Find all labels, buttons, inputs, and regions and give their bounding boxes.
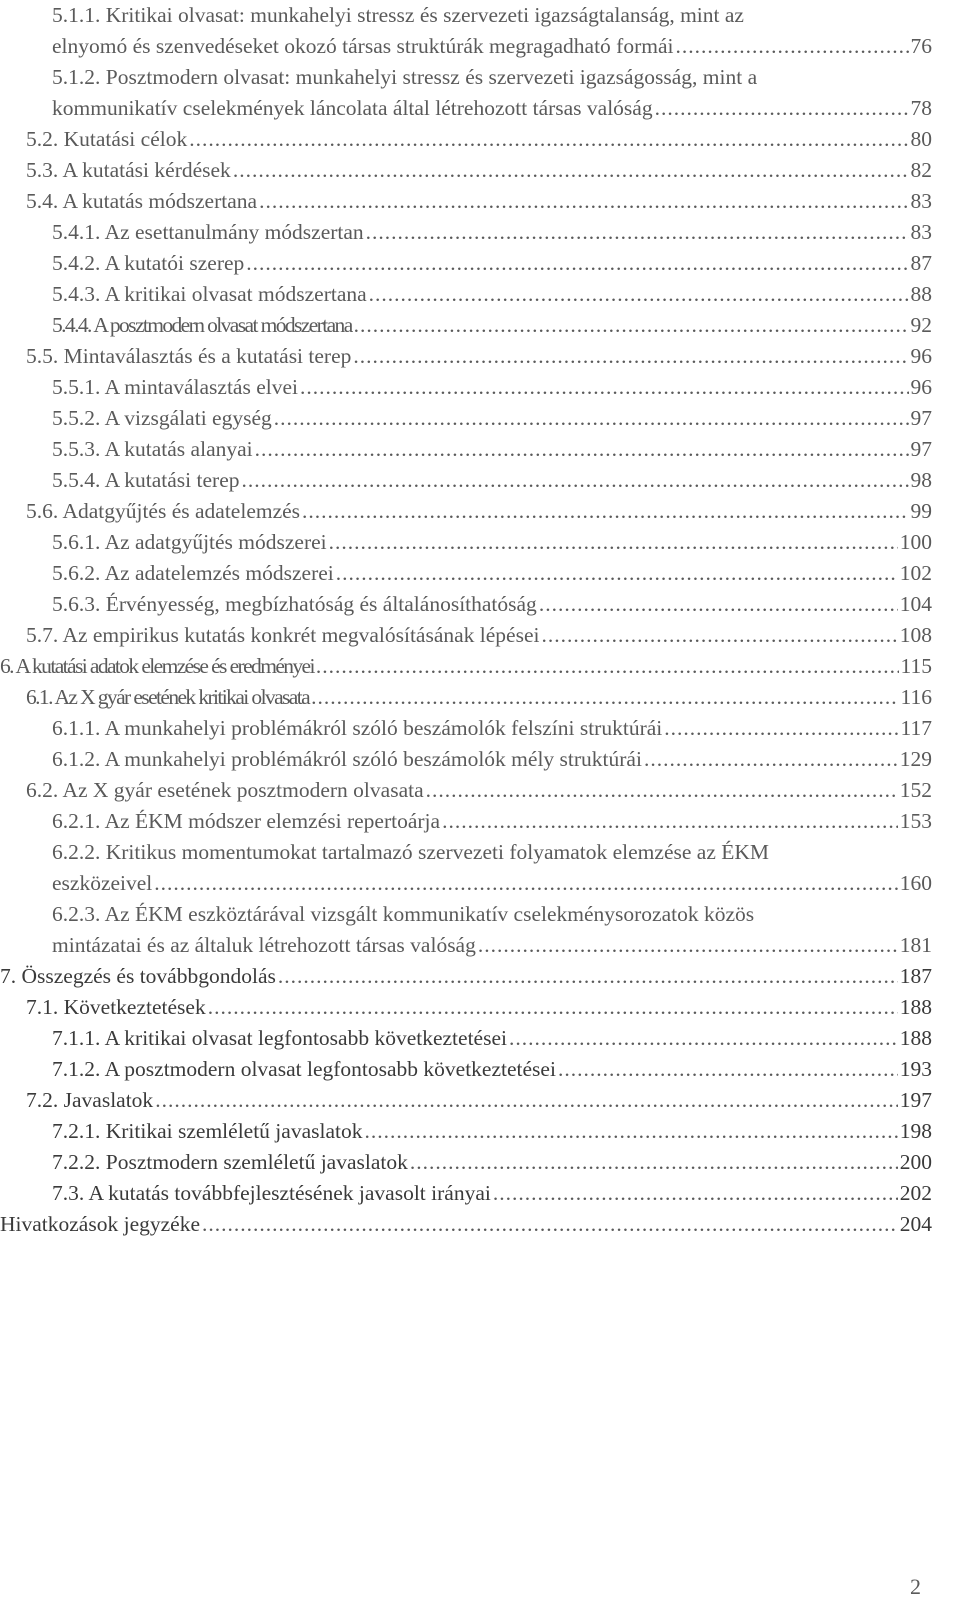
- toc-entry-title: 6.1.1. A munkahelyi problémákról szóló beszámolók felszíni struktúrái: [52, 716, 663, 740]
- dot-leader: [353, 341, 908, 372]
- toc-entry[interactable]: [52, 558, 932, 589]
- toc-entry-page: 160: [899, 871, 932, 895]
- toc-entry-line: [26, 186, 932, 217]
- dot-leader: [369, 279, 909, 310]
- toc-entry-line: [0, 961, 932, 992]
- dot-leader: [478, 930, 898, 961]
- toc-entry-title: 7.1.2. A posztmodern olvasat legfontosabb következtetései: [52, 1057, 556, 1081]
- toc-entry-page: 108: [899, 623, 932, 647]
- toc-entry-line: [26, 155, 932, 186]
- toc-entry-page: 129: [899, 747, 932, 771]
- toc-entry-title: 7.2.2. Posztmodern szemléletű javaslatok: [52, 1150, 408, 1174]
- toc-entry-page: 78: [910, 96, 932, 120]
- toc-entry[interactable]: [52, 1023, 932, 1054]
- toc-entry-line: [26, 992, 932, 1023]
- toc-entry-page: 99: [910, 499, 932, 523]
- toc-entry-line: [26, 682, 932, 713]
- toc-entry-line: [52, 1116, 932, 1147]
- toc-entry-title: 6.2.1. Az ÉKM módszer elemzési repertoárja: [52, 809, 441, 833]
- toc-entry-title: 5.6.3. Érvényesség, megbízhatóság és általánosíthatóság: [52, 592, 537, 616]
- toc-entry-page: 188: [899, 995, 932, 1019]
- toc-entry-title: 6.2.3. Az ÉKM eszköztárával vizsgált kommunikatív cselekménysorozatok közös: [52, 902, 755, 926]
- toc-entry-page: 152: [899, 778, 932, 802]
- toc-entry[interactable]: [26, 682, 932, 713]
- toc-entry-title: 5.6. Adatgyűjtés és adatelemzés: [26, 499, 301, 523]
- toc-entry-line: [26, 1085, 932, 1116]
- toc-entry[interactable]: [52, 403, 932, 434]
- toc-entry-page: 202: [899, 1181, 932, 1205]
- dot-leader: [655, 93, 909, 124]
- toc-entry-page: 82: [910, 158, 932, 182]
- dot-leader: [278, 961, 898, 992]
- toc-entry[interactable]: [26, 496, 932, 527]
- toc-entry-page: 87: [910, 251, 932, 275]
- toc-entry[interactable]: [26, 620, 932, 651]
- toc-entry-page: 115: [900, 654, 932, 678]
- dot-leader: [664, 713, 898, 744]
- toc-entry-line: [52, 899, 932, 930]
- toc-entry-page: 76: [910, 34, 932, 58]
- toc-entry-title: 5.5. Mintaválasztás és a kutatási terep: [26, 344, 352, 368]
- dot-leader: [493, 1178, 898, 1209]
- toc-entry[interactable]: [26, 186, 932, 217]
- dot-leader: [255, 434, 909, 465]
- dot-leader: [300, 372, 908, 403]
- toc-entry-page: 117: [900, 716, 932, 740]
- toc-entry-title: 5.7. Az empirikus kutatás konkrét megvalósításának lépései: [26, 623, 540, 647]
- toc-entry-title: 5.4.2. A kutatói szerep: [52, 251, 245, 275]
- toc-entry-title: 5.5.2. A vizsgálati egység: [52, 406, 272, 430]
- toc-entry[interactable]: [52, 589, 932, 620]
- toc-entry-title: 5.5.3. A kutatás alanyai: [52, 437, 253, 461]
- toc-entry[interactable]: [0, 1209, 932, 1240]
- toc-entry-title: 7.1.1. A kritikai olvasat legfontosabb következtetései: [52, 1026, 507, 1050]
- toc-entry-line: [52, 806, 932, 837]
- page-number: 2: [910, 1574, 921, 1599]
- toc-entry-title: 6.1.2. A munkahelyi problémákról szóló beszámolók mély struktúrái: [52, 747, 642, 771]
- toc-entry[interactable]: [52, 744, 932, 775]
- toc-entry-title: 5.4.4. A posztmodern olvasat módszertana: [52, 313, 352, 337]
- toc-entry-page: 153: [899, 809, 932, 833]
- toc-entry-line: [52, 434, 932, 465]
- toc-entry-page: 187: [899, 964, 932, 988]
- toc-entry-title: 5.3. A kutatási kérdések: [26, 158, 231, 182]
- toc-entry-line: [0, 1209, 932, 1240]
- toc-entry-page: 181: [899, 933, 932, 957]
- toc-entry-title: 7.3. A kutatás továbbfejlesztésének javasolt irányai: [52, 1181, 491, 1205]
- toc-entry-title: eszközeivel: [52, 871, 153, 895]
- dot-leader: [311, 682, 898, 713]
- dot-leader: [242, 465, 909, 496]
- toc-entry-line: [26, 341, 932, 372]
- toc-entry-title: 5.1.1. Kritikai olvasat: munkahelyi stressz és szervezeti igazságtalanság, mint az: [52, 3, 744, 27]
- toc-entry[interactable]: [52, 713, 932, 744]
- toc-entry-title: 5.2. Kutatási célok: [26, 127, 188, 151]
- toc-entry[interactable]: [52, 837, 932, 899]
- toc-entry[interactable]: [26, 1085, 932, 1116]
- toc-entry-line: [26, 124, 932, 155]
- dot-leader: [354, 310, 909, 341]
- toc-entry-line: [52, 558, 932, 589]
- toc-entry[interactable]: [52, 279, 932, 310]
- dot-leader: [302, 496, 908, 527]
- dot-leader: [509, 1023, 898, 1054]
- toc-entry[interactable]: [52, 1147, 932, 1178]
- toc-entry[interactable]: [52, 0, 932, 62]
- toc-entry-line: [52, 744, 932, 775]
- dot-leader: [316, 651, 899, 682]
- toc-entry-line: [52, 248, 932, 279]
- dot-leader: [329, 527, 898, 558]
- toc-entry-page: 193: [899, 1057, 932, 1081]
- toc-entry-page: 88: [910, 282, 932, 306]
- toc-entry[interactable]: [52, 434, 932, 465]
- toc-entry-page: 97: [910, 437, 932, 461]
- toc-entry-page: 100: [899, 530, 932, 554]
- toc-entry-page: 102: [899, 561, 932, 585]
- toc-entry[interactable]: [26, 124, 932, 155]
- dot-leader: [208, 992, 898, 1023]
- dot-leader: [541, 620, 897, 651]
- toc-entry[interactable]: [52, 1178, 932, 1209]
- dot-leader: [189, 124, 908, 155]
- dot-leader: [366, 217, 909, 248]
- dot-leader: [202, 1209, 898, 1240]
- toc-entry-title: Hivatkozások jegyzéke: [0, 1212, 200, 1236]
- toc-entry-page: 96: [910, 375, 932, 399]
- dot-leader: [246, 248, 908, 279]
- toc-entry-title: elnyomó és szenvedéseket okozó társas struktúrák megragadható formái: [52, 34, 674, 58]
- toc-entry-page: 204: [899, 1212, 932, 1236]
- toc-entry-line: [52, 1054, 932, 1085]
- toc-entry-page: 92: [910, 313, 932, 337]
- toc-entry-line: [52, 713, 932, 744]
- toc-entry-page: 197: [899, 1088, 932, 1112]
- toc-entry-line: [26, 620, 932, 651]
- dot-leader: [410, 1147, 898, 1178]
- toc-entry-line: [52, 0, 932, 31]
- toc-entry-title: 7.2. Javaslatok: [26, 1088, 154, 1112]
- dot-leader: [644, 744, 898, 775]
- toc-entry-line: [52, 589, 932, 620]
- toc-entry-title: 5.4. A kutatás módszertana: [26, 189, 258, 213]
- toc-entry-page: 200: [899, 1150, 932, 1174]
- toc-entry[interactable]: [52, 248, 932, 279]
- toc-entry-page: 83: [910, 189, 932, 213]
- dot-leader: [336, 558, 898, 589]
- toc-entry-line: [52, 403, 932, 434]
- toc-entry[interactable]: [52, 310, 932, 341]
- toc-entry-line: [52, 279, 932, 310]
- toc-entry-title: 5.6.1. Az adatgyűjtés módszerei: [52, 530, 327, 554]
- dot-leader: [364, 1116, 897, 1147]
- dot-leader: [154, 868, 897, 899]
- toc-entry-page: 96: [910, 344, 932, 368]
- toc-entry-title: 6.2. Az X gyár esetének posztmodern olvasata: [26, 778, 424, 802]
- toc-entry-page: 188: [899, 1026, 932, 1050]
- toc-entry-title: 6. A kutatási adatok elemzése és eredményei: [0, 654, 314, 678]
- toc-entry-line: [52, 93, 932, 124]
- toc-entry[interactable]: [0, 651, 932, 682]
- toc-entry[interactable]: [26, 775, 932, 806]
- toc-entry-title: 7.1. Következtetések: [26, 995, 206, 1019]
- toc-entry-title: 6.2.2. Kritikus momentumokat tartalmazó szervezeti folyamatok elemzése az ÉKM: [52, 840, 770, 864]
- toc-entry-page: 80: [910, 127, 932, 151]
- toc-entry[interactable]: [52, 62, 932, 124]
- dot-leader: [274, 403, 909, 434]
- dot-leader: [155, 1085, 898, 1116]
- toc-entry-line: [52, 527, 932, 558]
- toc-entry[interactable]: [26, 341, 932, 372]
- toc-entry-title: 7. Összegzés és továbbgondolás: [0, 964, 276, 988]
- toc-entry[interactable]: [52, 527, 932, 558]
- toc-entry-page: 198: [899, 1119, 932, 1143]
- toc-entry-line: [52, 31, 932, 62]
- toc-entry-title: 5.4.1. Az esettanulmány módszertan: [52, 220, 364, 244]
- toc-entry-line: [52, 372, 932, 403]
- toc-entry[interactable]: [52, 1116, 932, 1147]
- toc-entry-title: 5.5.1. A mintaválasztás elvei: [52, 375, 299, 399]
- dot-leader: [442, 806, 898, 837]
- toc-entry[interactable]: [52, 465, 932, 496]
- toc-entry-page: 98: [910, 468, 932, 492]
- toc-entry-title: 6.1. Az X gyár esetének kritikai olvasata: [26, 685, 310, 709]
- toc-entry[interactable]: [52, 806, 932, 837]
- toc-entry-line: [52, 930, 932, 961]
- dot-leader: [539, 589, 898, 620]
- toc-entry-line: [52, 62, 932, 93]
- toc-entry[interactable]: [52, 217, 932, 248]
- toc-entry-line: [52, 1147, 932, 1178]
- dot-leader: [676, 31, 909, 62]
- toc-entry-line: [52, 1178, 932, 1209]
- toc-entry-line: [26, 775, 932, 806]
- toc-entry-line: [52, 217, 932, 248]
- toc-entry[interactable]: [52, 372, 932, 403]
- toc-entry-line: [26, 496, 932, 527]
- toc-entry[interactable]: [26, 992, 932, 1023]
- toc-entry-page: 104: [899, 592, 932, 616]
- toc-entry-title: 5.6.2. Az adatelemzés módszerei: [52, 561, 334, 585]
- toc-entry-line: [52, 837, 932, 868]
- toc-entry-line: [0, 651, 932, 682]
- toc-entry-title: mintázatai és az általuk létrehozott társas valóság: [52, 933, 476, 957]
- dot-leader: [233, 155, 909, 186]
- dot-leader: [426, 775, 898, 806]
- toc-entry-title: 5.5.4. A kutatási terep: [52, 468, 240, 492]
- toc-entry-title: kommunikatív cselekmények láncolata által létrehozott társas valóság: [52, 96, 653, 120]
- toc-entry-line: [52, 1023, 932, 1054]
- toc-entry-title: 7.2.1. Kritikai szemléletű javaslatok: [52, 1119, 363, 1143]
- dot-leader: [259, 186, 908, 217]
- toc-entry[interactable]: [26, 155, 932, 186]
- toc-entry-page: 97: [910, 406, 932, 430]
- toc-entry-page: 83: [910, 220, 932, 244]
- toc-entry-title: 5.1.2. Posztmodern olvasat: munkahelyi stressz és szervezeti igazságosság, mint a: [52, 65, 758, 89]
- toc-entry-line: [52, 465, 932, 496]
- toc-entry[interactable]: [52, 1054, 932, 1085]
- dot-leader: [558, 1054, 898, 1085]
- toc-entry[interactable]: [52, 899, 932, 961]
- toc-entry[interactable]: [0, 961, 932, 992]
- toc-entry-page: 116: [900, 685, 932, 709]
- toc-entry-line: [52, 310, 932, 341]
- toc-entry-title: 5.4.3. A kritikai olvasat módszertana: [52, 282, 367, 306]
- toc-entry-line: [52, 868, 932, 899]
